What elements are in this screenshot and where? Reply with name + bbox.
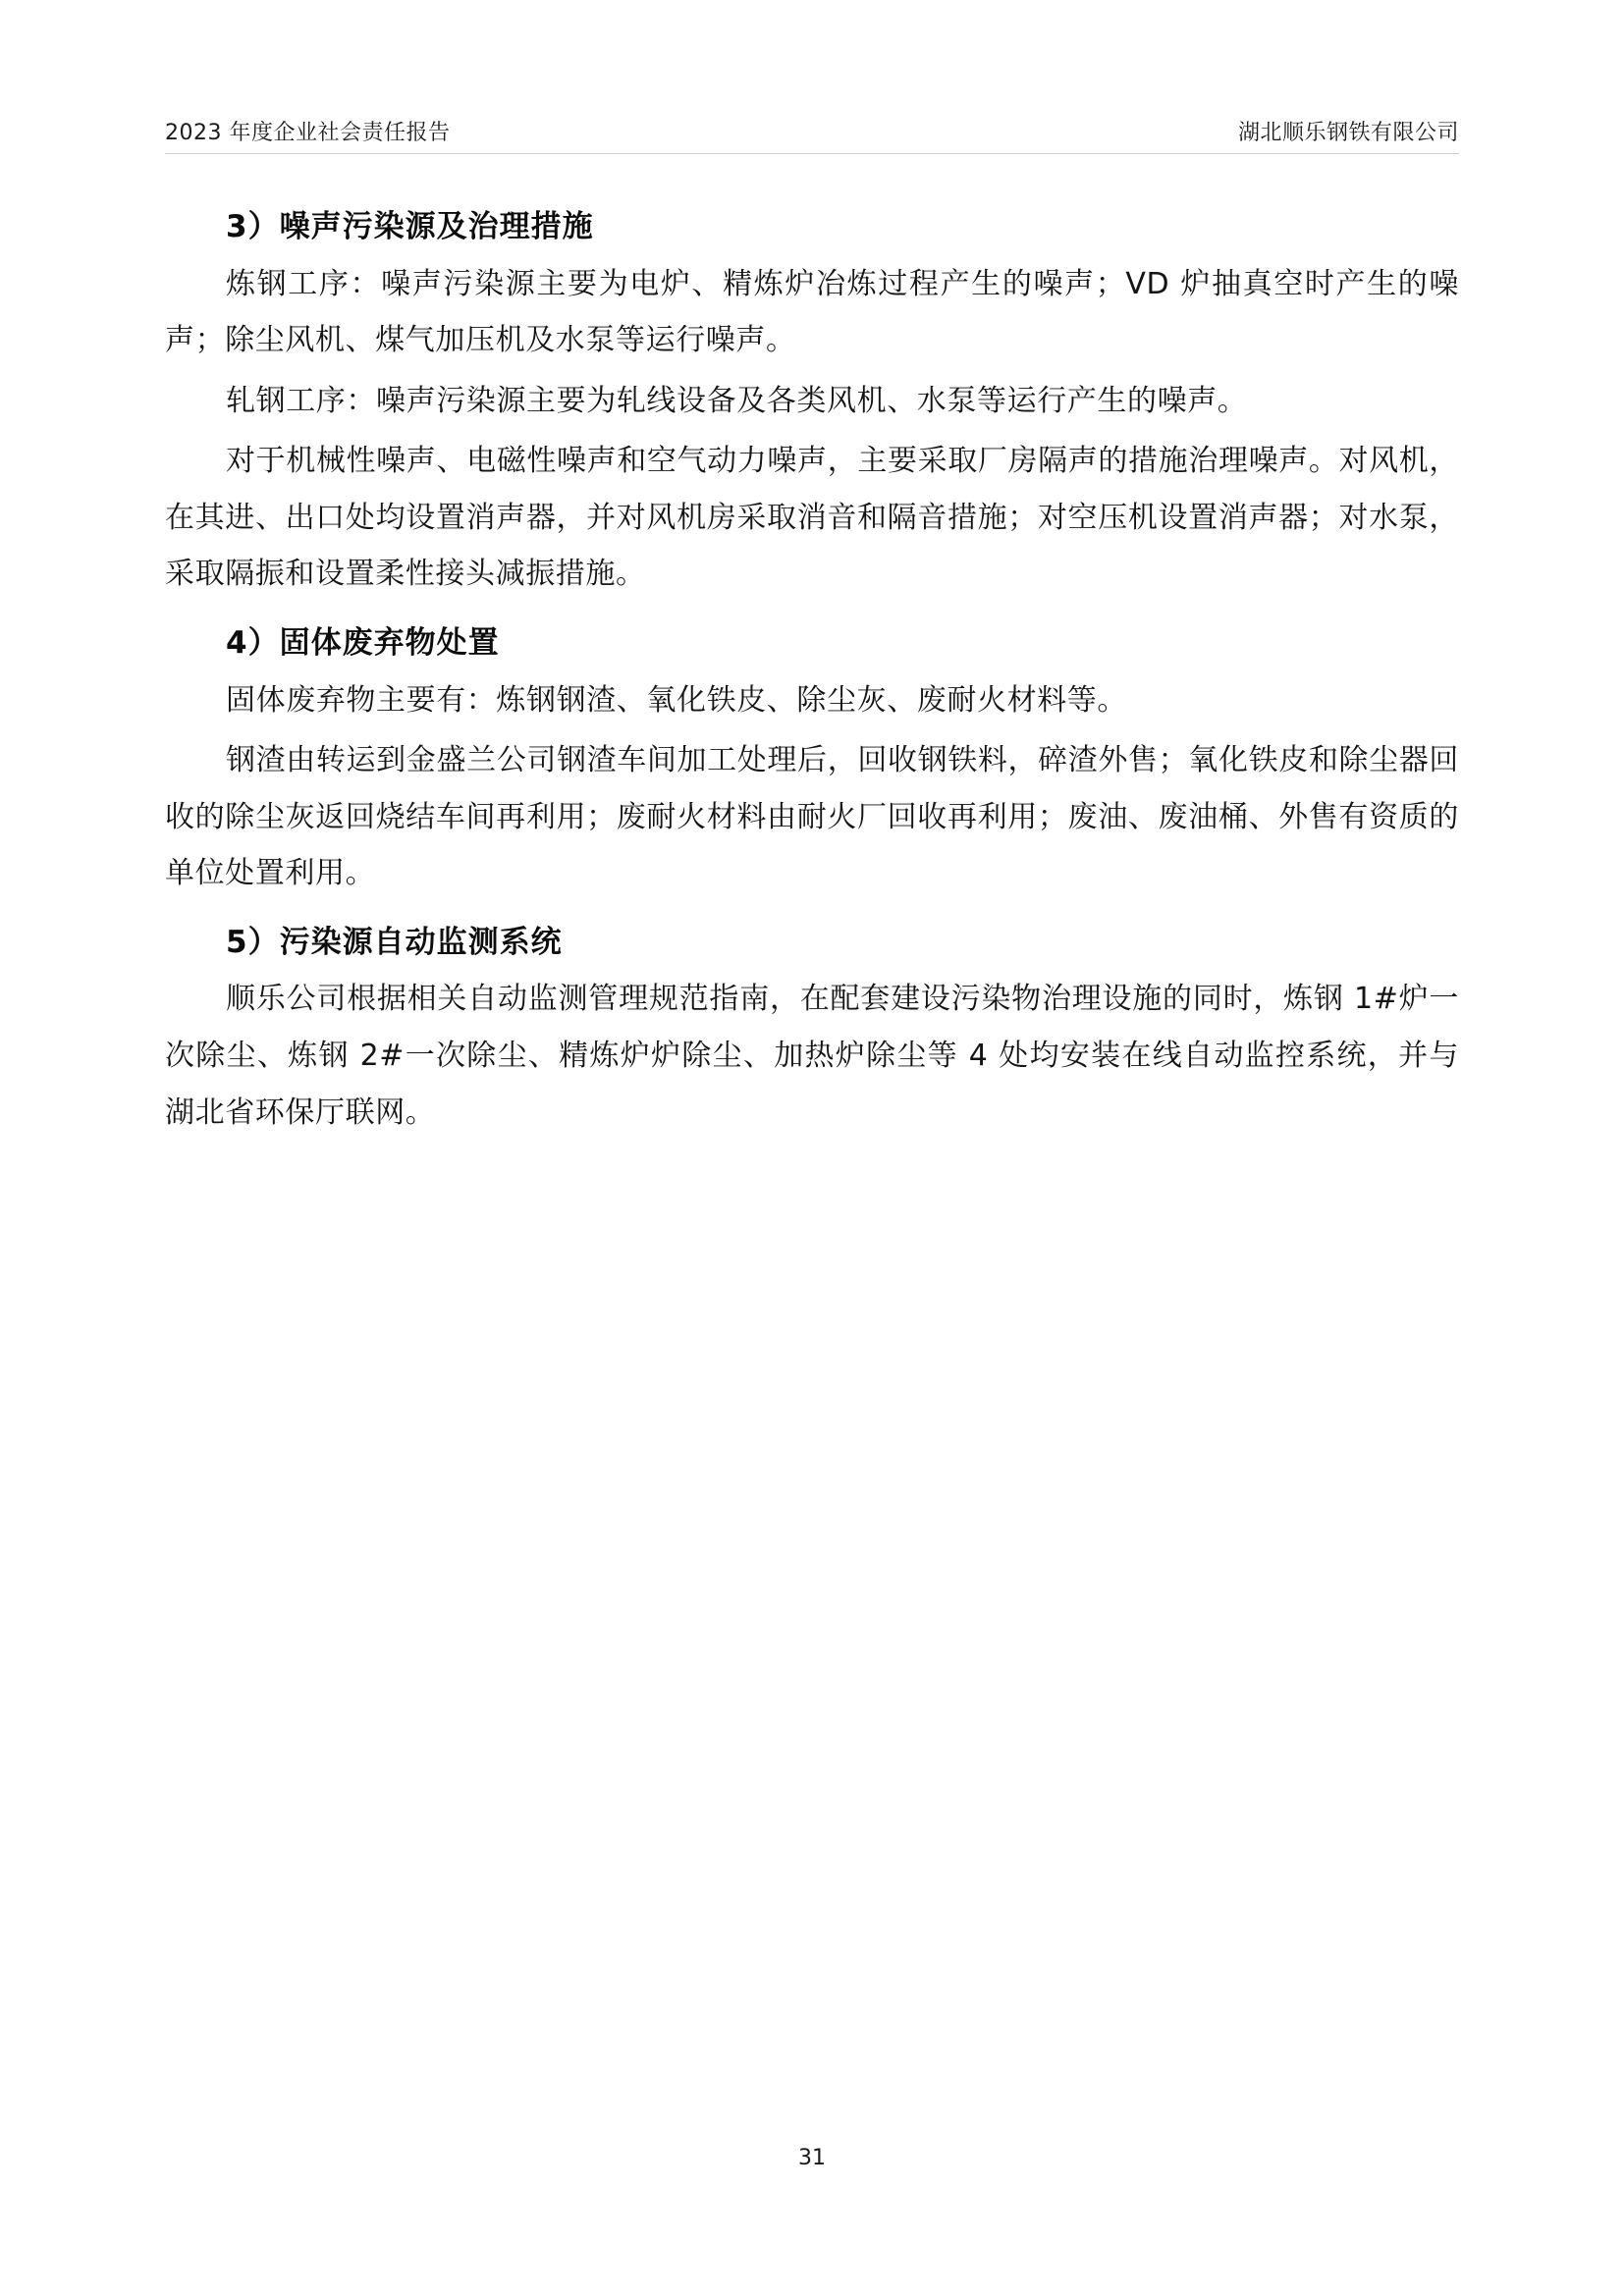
page-header: [165, 116, 1459, 146]
page-number: 31: [798, 2146, 826, 2170]
section-heading-4: 4）固体废弃物处置: [226, 625, 500, 662]
section-heading-5: 5）污染源自动监测系统: [226, 924, 563, 960]
paragraph-solid-waste-disposal: 钢渣由转运到金盛兰公司钢渣车间加工处理后，回收钢铁料，碎渣外售；氧化铁皮和除尘器回收的除尘灰返回烧结车间再利用；废耐火材料由耐火厂回收再利用；废油、废油桶、外售有资质的单位处置利用。: [165, 743, 1459, 891]
page-content: [165, 187, 1459, 1145]
header-divider: [165, 153, 1459, 154]
section-heading-3: 3）噪声污染源及治理措施: [226, 209, 594, 244]
paragraph-rolling-noise: 轧钢工序：噪声污染源主要为轧线设备及各类风机、水泵等运行产生的噪声。: [226, 383, 1248, 418]
header-left-title: 2023 年度企业社会责任报告: [165, 121, 451, 145]
paragraph-monitoring-system: 顺乐公司根据相关自动监测管理规范指南，在配套建设污染物治理设施的同时，炼钢 1#炉一次除尘、炼钢 2#一次除尘、精炼炉炉除尘、加热炉除尘等 4 处均安装在线自动监控系统，并与湖北省环保厅联网。: [165, 982, 1459, 1130]
paragraph-noise-measures: 对于机械性噪声、电磁性噪声和空气动力噪声，主要采取厂房隔声的措施治理噪声。对风机，在其进、出口处均设置消声器，并对风机房采取消音和隔音措施；对空压机设置消声器；对水泵，采取隔振和设置柔性接头减振措施。: [165, 444, 1459, 592]
paragraph-steelmaking-noise: 炼钢工序：噪声污染源主要为电炉、精炼炉冶炼过程产生的噪声；VD 炉抽真空时产生的噪声；除尘风机、煤气加压机及水泵等运行噪声。: [165, 266, 1459, 358]
paragraph-solid-waste-types: 固体废弃物主要有：炼钢钢渣、氧化铁皮、除尘灰、废耐火材料等。: [226, 682, 1127, 718]
header-right-company: 湖北顺乐钢铁有限公司: [1237, 121, 1459, 145]
